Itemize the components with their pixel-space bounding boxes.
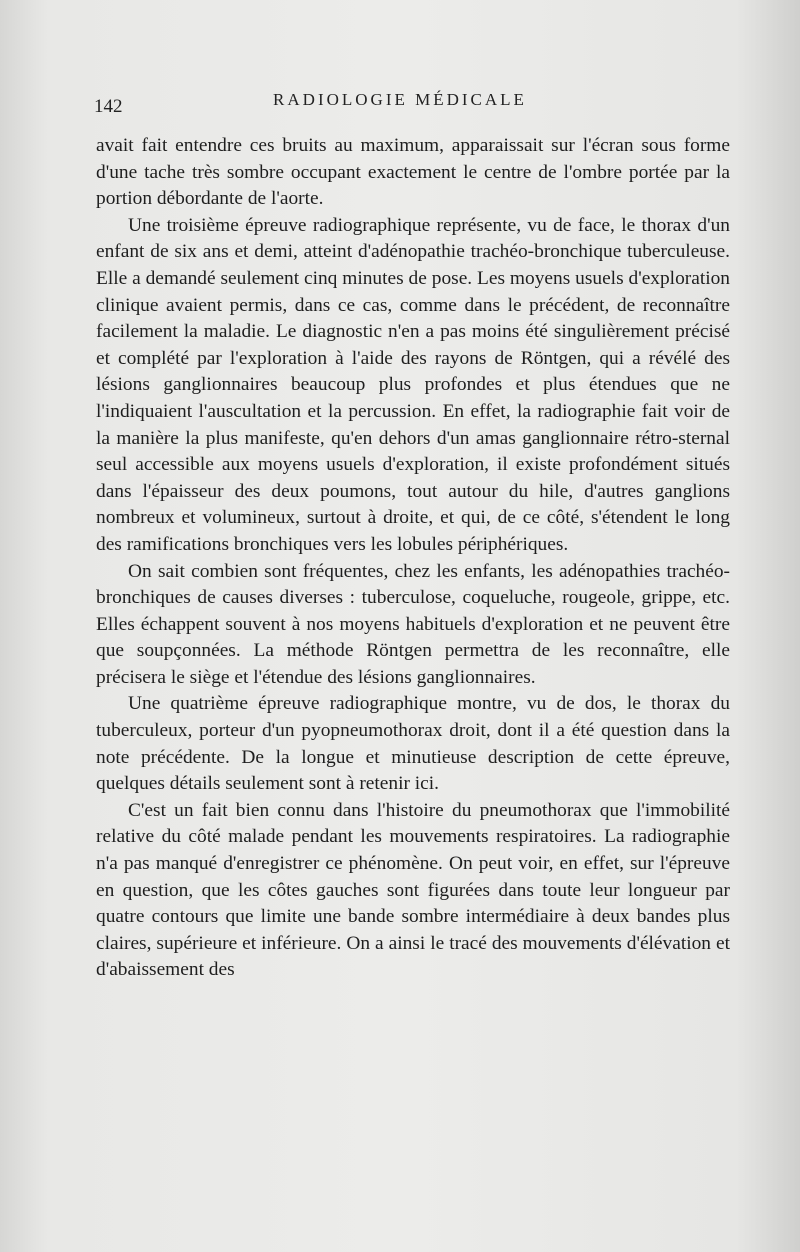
paragraph: On sait combien sont fréquentes, chez les enfants, les adénopathies trachéo-bronchiques de causes diverses : tuberculose, coqueluche, rougeole, grippe, etc. Elles échappent souvent à nos moyens habituels d'exploration et ne peuvent être que soupçonnées. La méthode Röntgen permettra de les reconnaître, elle précisera le siège et l'étendue des lésions ganglionnaires. bbox=[96, 560, 730, 688]
paragraph: C'est un fait bien connu dans l'histoire du pneumothorax que l'immobilité relative du côté malade pendant les mouvements respiratoires. La radiographie n'a pas manqué d'enregistrer ce phénomène. On peut voir, en effet, sur l'épreuve en question, que les côtes gauches sont figurées dans toute leur longueur par quatre contours que limite une bande sombre intermédiaire à deux bandes plus claires, supérieure et inférieure. On a ainsi le tracé des mouvements d'élévation et d'abaissement des bbox=[96, 799, 730, 981]
paragraph: Une quatrième épreuve radiographique montre, vu de dos, le thorax du tuberculeux, porteur d'un pyopneumothorax droit, dont il a été question dans la note précédente. De la longue et minutieuse description de cette épreuve, quelques détails seulement sont à retenir ici. bbox=[96, 693, 730, 795]
body-text bbox=[96, 133, 730, 984]
paragraph: Une troisième épreuve radiographique représente, vu de face, le thorax d'un enfant de six ans et demi, atteint d'adénopathie trachéo-bronchique tuberculeuse. Elle a demandé seulement cinq minutes de pose. Les moyens usuels d'exploration clinique avaient permis, dans ce cas, comme dans le précédent, de reconnaître facilement la maladie. Le diagnostic n'en a pas moins été singulièrement précisé et complété par l'exploration à l'aide des rayons de Röntgen, qui a révélé des lésions ganglionnaires beaucoup plus profondes et plus étendues que ne l'indiquaient l'auscultation et la percussion. En effet, la radiographie fait voir de la manière la plus manifeste, qu'en dehors d'un amas ganglionnaire rétro-sternal seul accessible aux moyens usuels d'exploration, il existe profondément situés dans l'épaisseur des deux poumons, tout autour du hile, d'autres ganglions nombreux et volumineux, surtout à droite, et qui, de ce côté, s'étendent le long des ramifications bronchiques vers les lobules périphériques. bbox=[96, 214, 730, 555]
page-number: 142 bbox=[94, 96, 123, 117]
paragraph-continued: avait fait entendre ces bruits au maximum, apparaissait sur l'écran sous forme d'une tache très sombre occupant exactement le centre de l'ombre portée par la portion débordante de l'aorte. bbox=[96, 135, 730, 210]
running-title: RADIOLOGIE MÉDICALE bbox=[273, 90, 527, 109]
